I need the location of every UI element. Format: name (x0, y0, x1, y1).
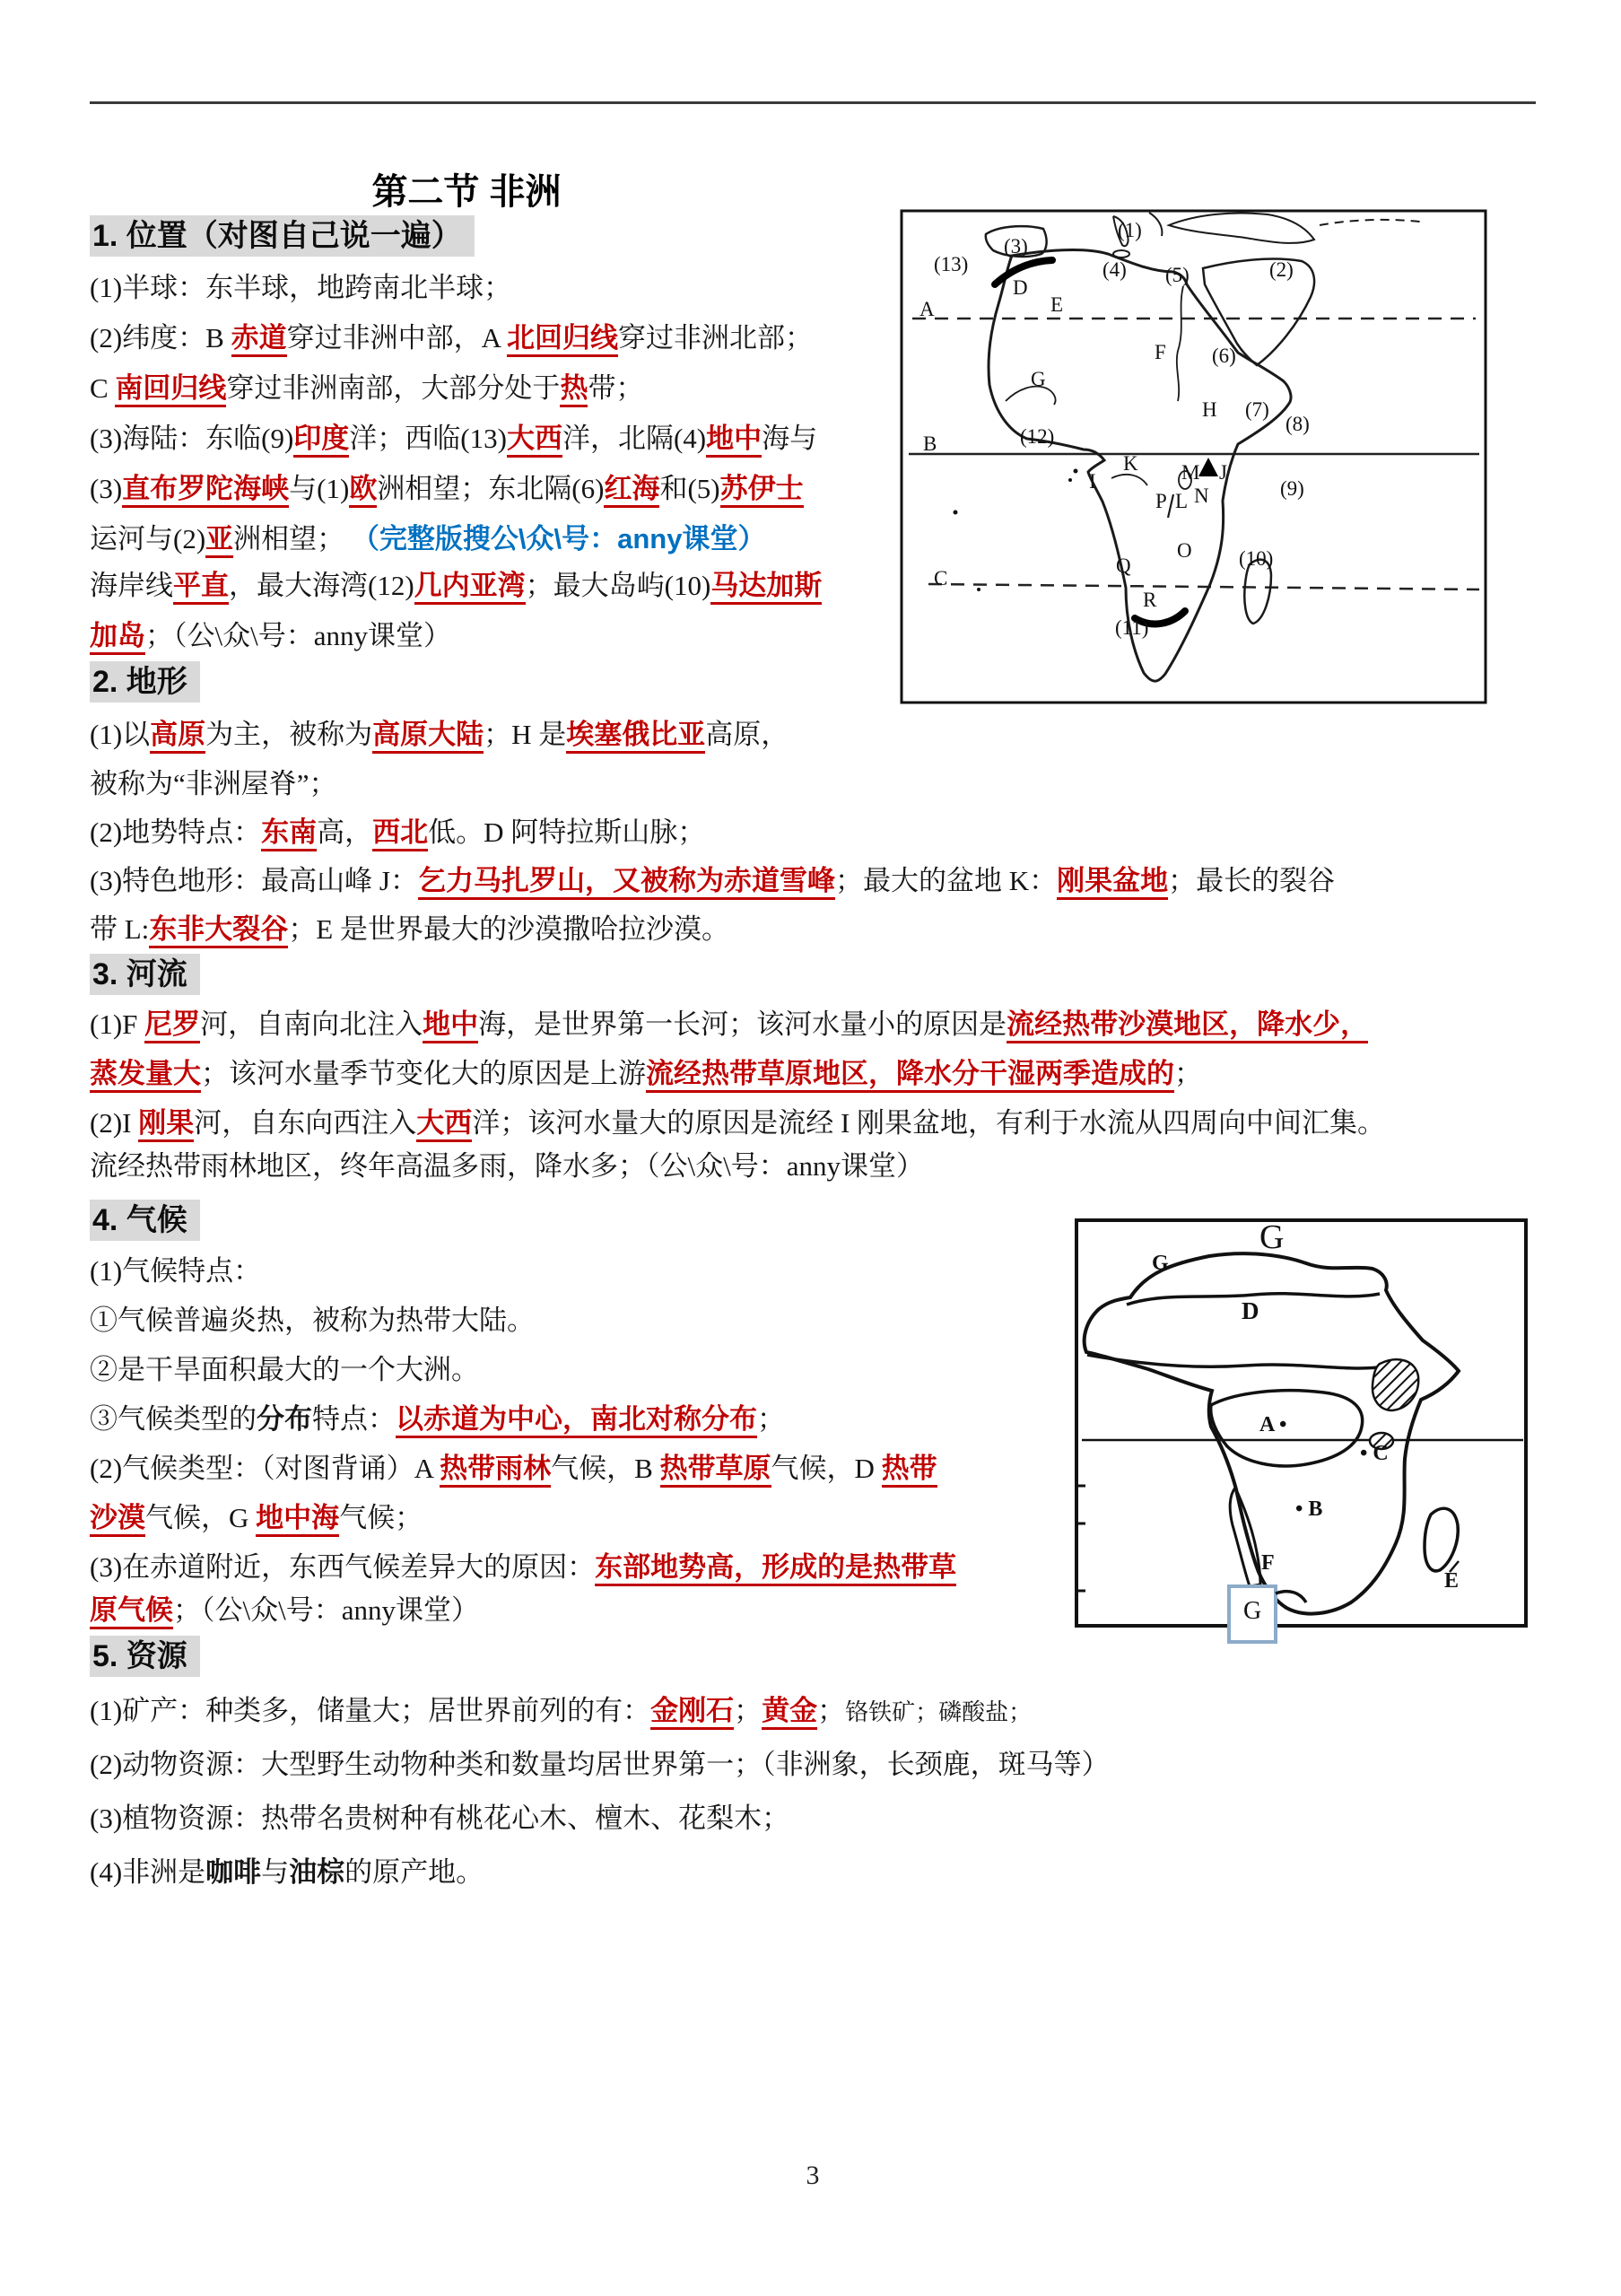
text-segment: 以赤道为中心，南北对称分布 (396, 1403, 757, 1438)
text-segment: 流经热带草原地区，降水分干湿两季造成的 (646, 1058, 1174, 1093)
map-label: • C (1360, 1442, 1389, 1465)
map-label: G (1152, 1252, 1169, 1275)
text-segment: 苏伊士 (720, 473, 804, 508)
text-segment: 被称为“非洲屋脊”； (90, 768, 337, 799)
text-segment: (2)I (90, 1107, 139, 1139)
text-segment: ；最大岛屿(10) (525, 570, 711, 601)
africa-climate-map-drawing (1075, 1218, 1529, 1647)
text-segment: (2)气候类型：（对图背诵）A (90, 1453, 440, 1484)
text-segment: (2)纬度：B (90, 322, 231, 354)
text-segment: 欧 (349, 473, 377, 508)
text-line (90, 1055, 1202, 1093)
africa-position-map-drawing (900, 209, 1487, 704)
text-segment: 大西 (507, 423, 562, 458)
text-segment: 热带雨林 (440, 1453, 551, 1488)
text-segment: 热带草原 (660, 1453, 771, 1488)
text-line (90, 1746, 1110, 1784)
map-label: G (1259, 1218, 1285, 1256)
map-label: H (1202, 398, 1217, 421)
page-title: 第二节 非洲 (371, 172, 562, 212)
text-segment: (2)动物资源：大型野生动物种类和数量均居世界第一；（非洲象，长颈鹿，斑马等） (90, 1749, 1110, 1780)
map-label: K (1123, 452, 1138, 475)
text-segment: 油棕 (289, 1856, 345, 1888)
text-line (90, 1800, 789, 1838)
text-line (90, 1302, 535, 1340)
text-segment: (1)气候特点： (90, 1255, 262, 1287)
text-segment: 平直 (173, 570, 229, 605)
text-segment: 金刚石 (650, 1695, 734, 1730)
section-3-heading-text: 3. 河流 (90, 954, 200, 995)
text-line (90, 470, 804, 508)
text-segment: 分布 (257, 1403, 312, 1435)
map-label: Q (1116, 554, 1131, 577)
text-segment: ；最大的盆地 K： (834, 865, 1058, 896)
map-label: (2) (1269, 258, 1294, 281)
header-rule (90, 101, 1536, 104)
text-segment: 咖啡 (205, 1856, 262, 1888)
text-segment: 北回归线 (507, 322, 618, 357)
text-segment: ； (757, 1403, 785, 1435)
map-label: • B (1295, 1497, 1323, 1521)
text-segment: 洋；该河水量大的原因是流经 I 刚果盆地，有利于水流从四周向中间汇集。 (472, 1107, 1386, 1139)
map-label: D (1242, 1297, 1259, 1324)
section-1-heading-text: 1. 位置（对图自己说一遍） (90, 215, 475, 257)
text-line (90, 1549, 956, 1586)
text-segment: ③气候类型的 (90, 1403, 257, 1435)
text-segment: 河，自南向北注入 (200, 1008, 423, 1040)
text-segment: 高原 (150, 719, 205, 754)
map-label: J (1219, 461, 1227, 484)
map-label: P (1155, 490, 1167, 512)
map-label: (3) (1004, 235, 1028, 258)
text-line (90, 1499, 423, 1537)
text-segment: ； (1174, 1058, 1202, 1089)
text-segment: 东部地势高，形成的是热带草 (595, 1551, 956, 1586)
text-segment: 铬铁矿；磷酸盐； (845, 1699, 1033, 1725)
text-segment: 大西 (416, 1107, 472, 1142)
text-segment: 直布罗陀海峡 (122, 473, 289, 508)
text-line (90, 567, 822, 605)
map-label: G (1031, 368, 1046, 390)
text-segment: 西北 (372, 816, 428, 851)
africa-position-map (900, 209, 1487, 704)
text-segment: ②是干旱面积最大的一个大洲。 (90, 1354, 479, 1385)
text-segment: 洲相望； (233, 523, 352, 554)
section-5-heading-text: 5. 资源 (90, 1636, 200, 1677)
text-segment: 穿过非洲南部，大部分处于 (226, 372, 561, 404)
text-segment: 尼罗 (144, 1008, 200, 1043)
text-line (90, 1351, 479, 1389)
text-segment: ；H 是 (484, 719, 567, 750)
text-line (90, 319, 813, 357)
text-segment: 高原大陆 (372, 719, 484, 754)
text-segment: 刚果 (138, 1107, 194, 1142)
text-segment: ； (734, 1695, 763, 1726)
text-segment: (1)F (90, 1008, 145, 1040)
text-segment: 海岸线 (90, 570, 173, 601)
text-segment: 东非大裂谷 (149, 913, 288, 948)
text-line (90, 911, 729, 948)
text-segment: 沙漠 (90, 1502, 145, 1537)
text-line (90, 1104, 1385, 1142)
text-segment: 运河与(2) (90, 523, 206, 554)
text-segment: 地中 (423, 1008, 478, 1043)
map-label: (6) (1212, 345, 1236, 367)
text-segment: 埃塞俄比亚 (566, 719, 705, 754)
map-label: (11) (1115, 616, 1149, 639)
map-label: (8) (1285, 413, 1310, 435)
map-label: (10) (1239, 547, 1274, 570)
map-label: D (1013, 276, 1028, 299)
text-segment: 热 (560, 372, 588, 407)
map-label: (9) (1280, 477, 1304, 500)
text-segment: 加岛 (90, 620, 145, 655)
section-2-heading (90, 664, 200, 701)
text-segment: (1)以 (90, 719, 151, 750)
map-label: O (1177, 539, 1192, 562)
africa-climate-map (1075, 1218, 1529, 1647)
text-line (90, 1854, 484, 1891)
section-4-heading-text: 4. 气候 (90, 1200, 200, 1241)
text-segment: (3) (90, 473, 123, 504)
text-segment: (1)半球：东半球，地跨南北半球； (90, 272, 512, 303)
text-segment: 乞力马扎罗山，又被称为赤道雪峰 (418, 865, 835, 900)
text-segment: 穿过非洲中部，A (286, 322, 508, 354)
text-segment: (4)非洲是 (90, 1856, 206, 1888)
section-5-heading (90, 1638, 200, 1675)
text-line (90, 617, 451, 655)
text-line (90, 1401, 785, 1438)
map-label: E (1444, 1569, 1460, 1593)
map-label: C (934, 567, 948, 589)
map-label: A (919, 298, 935, 320)
text-segment: 与 (261, 1856, 290, 1888)
text-line (90, 1006, 1368, 1043)
map-label: M (1181, 461, 1200, 484)
text-segment: 马达加斯 (710, 570, 822, 605)
text-segment: 低。D 阿特拉斯山脉； (428, 816, 706, 848)
section-4-heading (90, 1202, 200, 1239)
text-segment: 赤道 (231, 322, 287, 357)
text-segment: 蒸发量大 (90, 1058, 201, 1093)
text-line (90, 420, 817, 458)
section-1-heading (90, 218, 475, 255)
text-segment: 气候，G (145, 1502, 257, 1533)
page-number: 3 (806, 2161, 820, 2190)
text-segment: 气候，B (551, 1453, 660, 1484)
text-segment: ；（公\众\号：anny课堂） (145, 620, 451, 651)
map-label: (1) (1118, 219, 1142, 241)
text-line (90, 1253, 261, 1290)
mountain-peak-symbol (1198, 458, 1218, 476)
text-segment: 热带 (882, 1453, 937, 1488)
text-segment: 黄金 (762, 1695, 817, 1730)
text-segment: (2)地势特点： (90, 816, 262, 848)
map-label: N (1194, 485, 1209, 507)
map-label: I (1089, 470, 1096, 493)
map-label: (7) (1245, 398, 1269, 421)
text-segment: 刚果盆地 (1057, 865, 1168, 900)
text-segment: ；E 是世界最大的沙漠撒哈拉沙漠。 (288, 913, 729, 945)
text-segment: 亚 (205, 523, 233, 558)
text-segment: 洋；西临(13) (349, 423, 507, 454)
map-label: R (1143, 589, 1157, 611)
text-segment: 气候； (339, 1502, 423, 1533)
text-segment: 东南 (261, 816, 317, 851)
map-label: (12) (1020, 425, 1055, 448)
text-segment: (3)在赤道附近，东西气候差异大的原因： (90, 1551, 596, 1583)
text-segment: ，最大海湾(12) (229, 570, 414, 601)
map-label: G (1243, 1597, 1262, 1625)
text-segment: 地中 (706, 423, 762, 458)
text-line (90, 765, 337, 803)
text-segment: ①气候普遍炎热，被称为热带大陆。 (90, 1305, 535, 1336)
map-label: L (1175, 490, 1189, 512)
text-segment: (3)植物资源：热带名贵树种有桃花心木、檀木、花梨木； (90, 1803, 790, 1834)
text-segment: (3)特色地形：最高山峰 J： (90, 865, 418, 896)
text-segment: 带； (588, 372, 644, 404)
text-line (90, 814, 705, 851)
text-segment: 原气候 (90, 1594, 173, 1629)
text-segment: 流经热带雨林地区，终年高温多雨，降水多；（公\众\号：anny课堂） (90, 1150, 924, 1182)
text-segment: 海，是世界第一长河；该河水量小的原因是 (478, 1008, 1007, 1040)
text-line (90, 1148, 924, 1185)
text-segment: ；最长的裂谷 (1168, 865, 1336, 896)
text-segment: 洋，北隔(4) (562, 423, 707, 454)
map-label: F (1261, 1551, 1275, 1575)
text-line (90, 1450, 937, 1488)
text-segment: 穿过非洲北部； (618, 322, 814, 354)
text-segment: 与(1) (289, 473, 350, 504)
text-segment: 南回归线 (115, 372, 226, 407)
text-segment: 洲相望；东北隔(6) (377, 473, 605, 504)
section-2-heading-text: 2. 地形 (90, 661, 200, 703)
text-segment: (1)矿产：种类多，储量大；居世界前列的有： (90, 1695, 651, 1726)
text-segment: （完整版搜公\众\号：anny课堂） (351, 523, 766, 554)
text-segment: 流经热带沙漠地区，降水少， (1007, 1008, 1368, 1043)
text-line (90, 1592, 479, 1629)
text-segment: 为主，被称为 (205, 719, 373, 750)
text-segment: 红海 (604, 473, 659, 508)
text-line (90, 1692, 1032, 1730)
text-segment: ；（公\众\号：anny课堂） (173, 1594, 479, 1626)
text-line (90, 370, 643, 407)
text-line (90, 520, 765, 558)
text-segment: 印度 (293, 423, 349, 458)
map-label: A • (1259, 1413, 1287, 1436)
text-segment: 河，自东向西注入 (194, 1107, 417, 1139)
map-label: (5) (1165, 264, 1190, 286)
text-segment: 几内亚湾 (414, 570, 526, 605)
map-label: E (1050, 293, 1064, 316)
section-3-heading (90, 956, 200, 993)
text-segment: 高原， (705, 719, 789, 750)
text-segment: (3)海陆：东临(9) (90, 423, 294, 454)
map-label: F (1155, 341, 1166, 363)
text-segment: 带 L: (90, 913, 150, 945)
text-segment: 地中海 (256, 1502, 339, 1537)
text-segment: 和(5) (659, 473, 720, 504)
text-segment: ； (817, 1695, 846, 1726)
text-segment: ；该河水量季节变化大的原因是上游 (201, 1058, 646, 1089)
text-segment: C (90, 372, 116, 404)
text-line (90, 269, 511, 307)
map-label: (13) (934, 253, 969, 275)
text-line (90, 862, 1335, 900)
map-label: (4) (1102, 258, 1127, 281)
text-segment: 气候，D (771, 1453, 882, 1484)
text-segment: 高， (317, 816, 373, 848)
map-label: B (923, 432, 937, 455)
text-segment: 的原产地。 (344, 1856, 484, 1888)
text-segment: 特点： (312, 1403, 396, 1435)
text-line (90, 716, 789, 754)
text-segment: 海与 (762, 423, 818, 454)
